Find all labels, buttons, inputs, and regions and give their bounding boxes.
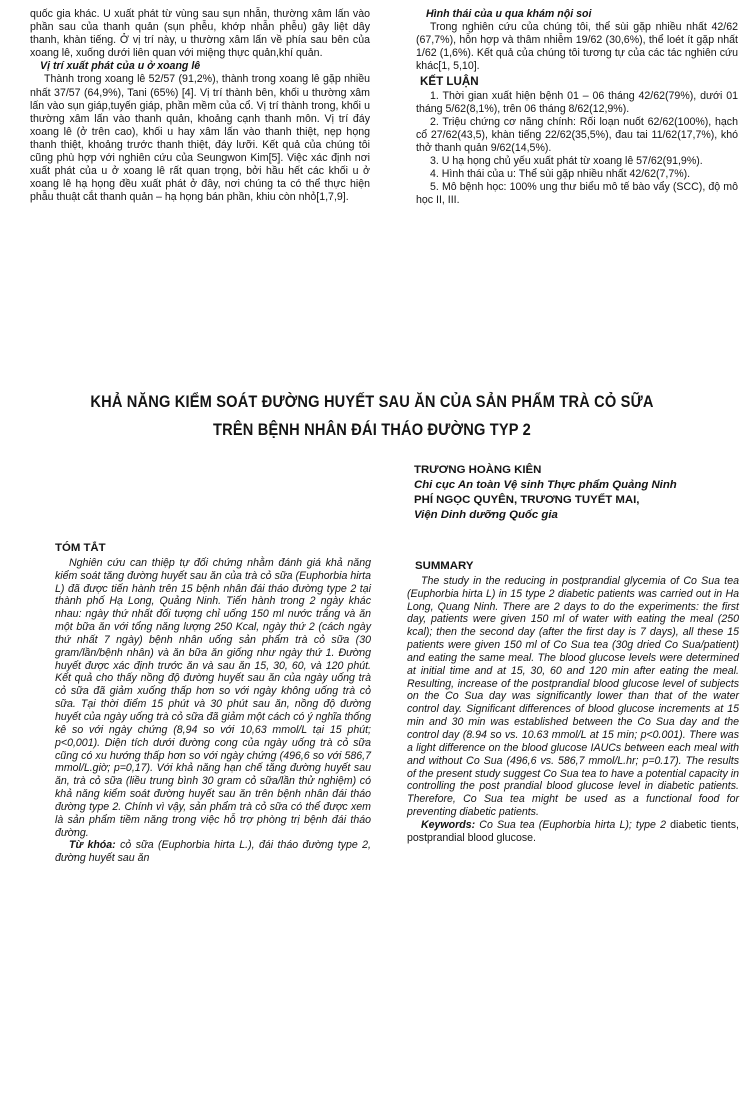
conclusion-item: 5. Mô bệnh học: 100% ung thư biểu mô tế bào vẩy (SCC), độ mô học II, III. <box>416 181 738 207</box>
keywords-line <box>407 819 739 845</box>
author-name: TRƯƠNG HOÀNG KIÊN <box>414 464 542 476</box>
subsection-heading: Hình thái của u qua khám nội soi <box>426 8 592 20</box>
subsection-heading: Vị trí xuất phát của u ở xoang lê <box>40 60 201 73</box>
article-title-line-2: TRÊN BỆNH NHÂN ĐÁI THÁO ĐƯỜNG TYP 2 <box>213 420 531 439</box>
abstract-vietnamese <box>55 542 371 865</box>
keywords-text: Co Sua tea (Euphorbia hirta L); type 2 <box>479 818 666 831</box>
keywords-label: Từ khóa: <box>69 839 116 852</box>
author-block <box>414 463 742 523</box>
left-column-continuation <box>30 8 370 204</box>
keywords-line <box>55 839 371 865</box>
conclusion-heading: KẾT LUẬN <box>420 75 479 89</box>
conclusion-item: 3. U hạ họng chủ yếu xuất phát từ xoang lê 57/62(91,9%). <box>430 155 703 168</box>
abstract-english <box>407 560 739 845</box>
keywords-text: cỏ sữa (Euphorbia hirta L.), đái tháo đường type 2, đường huyết sau ăn <box>55 839 371 865</box>
abstract-heading: SUMMARY <box>415 560 474 572</box>
abstract-heading: TÓM TẮT <box>55 542 106 554</box>
author-affiliation: Chi cục An toàn Vệ sinh Thực phẩm Quảng Ninh <box>414 479 677 491</box>
right-column-continuation <box>416 8 738 207</box>
author-name: PHÍ NGỌC QUYÊN, TRƯƠNG TUYẾT MAI, <box>414 494 640 506</box>
paragraph: Trong nghiên cứu của chúng tôi, thể sùi gặp nhiều nhất 42/62 (67,7%), hỗn hợp và thâm nhiễm 19/62 (30,6%), thể loét ít gặp nhất 1/62 (1,6%). Kết quả của chúng tôi tương tự của các tác nghiên cứu khác[1, 5,10]. <box>416 21 738 73</box>
article-title-line-1: KHẢ NĂNG KIỂM SOÁT ĐƯỜNG HUYẾT SAU ĂN CỦA SẢN PHẨM TRÀ CỎ SỮA <box>90 392 654 411</box>
abstract-body: The study in the reducing in postprandial glycemia of Co Sua tea (Euphorbia hirta L) in 15 type 2 diabetic patients was carried out in Ha Long, Quang Ninh. There are 2 days to do the experiments: the first day, patients were given 150 ml of water with eating the meal (250 kcal); then the second day (after the first day is 7 days), all these 15 patients were given 150 ml of Co Sua tea (30g dried Co Sua/patient) and eating the same meal. The blood glucose levels were determined at initial time and at 15, 30, 60 and 120 min after eating the meal. Resulting, increase of the postprandial blood glucose level of subjects on the Co Sua day was significantly lower than that of the water control day. Significant differences of blood glucose increments at 15 min and 30 min was established between the Co Sua day and the control day (8.94 so vs. 10.63 mmol/L at 15 min; p<0.001). There was a light difference on the blood glucose IAUCs between each meal with and without Co Sua (496,6 vs. 586,7 mmol/L.hr; p=0.17). The results of the present study suggest Co Sua tea to have a potential capacity in controlling the post prandial blood glucose level in diabetic patients. Therefore, Co Sua tea might be used as a functional food for preventing diabetic patients. <box>407 574 739 819</box>
conclusion-item: 4. Hình thái của u: Thể sùi gặp nhiều nhất 42/62(7,7%). <box>430 168 691 181</box>
conclusion-item: 1. Thời gian xuất hiện bệnh 01 – 06 tháng 42/62(79%), dưới 01 tháng 5/62(8,1%), trên 06 tháng 8/62(12,9%). <box>416 89 738 115</box>
author-affiliation: Viện Dinh dưỡng Quốc gia <box>414 509 558 521</box>
keywords-label: Keywords: <box>421 818 476 831</box>
paragraph: Thành trong xoang lê 52/57 (91,2%), thành trong xoang lê gặp nhiều nhất 37/57 (64,9%), Tani (65%) [4]. Vị trí thành bên, khối u thường xâm lấn vào sụn giáp,tuyến giáp, phần mềm của cổ. Vị trí thành trong, khối u thường xâm lấn vào thanh quản, khoảng cạnh thanh môn. Vị trí đáy xoang lê (ở trên cao), khối u hay xâm lấn vào thanh thiệt, nẹp họng thanh thiệt, khoảng trước thanh thiệt, đáy lưỡi. Kết quả của chúng tôi cũng phù hợp với nghiên cứu của Seungwon Kim[5]. Việc xác định nơi xuất phát của u ở xoang lê rất quan trọng, bởi hầu hết các khối u ở xoang lê hạ họng đều xuất phát ở đây, nơi chúng ta có thể thực hiện phẫu thuật cắt thanh quản – hạ họng bán phần, khiu còn nhỏ[1,7,9]. <box>30 73 370 204</box>
paragraph: quốc gia khác. U xuất phát từ vùng sau sụn nhẫn, thường xâm lấn vào phần sau của thanh quản (sụn phễu, khớp nhẫn phễu) gây liệt dây thanh, khàn tiếng. Ở vị trí này, u thường xâm lấn về phía sau bên của xoang lê, xuống dưới liên quan với miệng thực quản,khí quản. <box>30 8 370 60</box>
conclusion-item: 2. Triệu chứng cơ năng chính: Rối loạn nuốt 62/62(100%), hạch cổ 27/62(43,5), khàn tiếng 22/62(35,5%), đau tai 11/62(17,7%), khó thở thanh quản 9/62(14,5%). <box>416 115 738 154</box>
keywords-tail: diabetic tients, postprandial blood glucose. <box>407 818 739 844</box>
abstract-body: Nghiên cứu can thiệp tự đối chứng nhằm đánh giá khả năng kiểm soát tăng đường huyết sau ăn của trà cỏ sữa (Euphorbia hirta L) đã được tiến hành trên 15 bệnh nhân đái tháo đường type 2 tại thành phố Hạ Long, Quảng Ninh. Tiến hành trong 2 ngày khác nhau: ngày thứ nhất đối tượng chỉ uống 150 ml nước trắng và ăn một bữa ăn với tổng năng lượng 250 Kcal, ngày thứ 2 (cách ngày thứ nhất 7 ngày) bệnh nhân uống sản phẩm trà cỏ sữa (30 gram/lần/bệnh nhân) và ăn bữa ăn giống như ngày thứ 1. Đường huyết được xác định trước ăn và sau ăn 15, 30, 60, và 120 phút. Kết quả cho thấy nồng độ đường huyết sau ăn của ngày uống trà cỏ sữa đã giảm xuống thấp hơn so với ngày không uống trà cỏ sữa. Tại thời điểm 15 phút và 30 phút sau ăn, nồng độ đường huyết của ngày uống trà cỏ sữa đã giảm một cách có ý nghĩa thống kê so với ngày chứng (8,94 so với 10,63 mmol/L tại 15 phút; p<0,001). Diện tích dưới đường cong của ngày uống trà cỏ sữa cũng có xu hướng thấp hơn so với ngày chứng (496,6 so với 586,7 mmol/L.giờ; p=0,17). Với khả năng hạn chế tăng đường huyết sau ăn, trà cỏ sữa (liều trung bình 30 gram cỏ sữa/lần thử nghiệm) có khả năng kiểm soát đường huyết sau ăn trên bệnh nhân đái tháo đường type 2. Chính vì vậy, sản phẩm trà cỏ sữa có thể được xem là sản phẩm tiềm năng trong việc hỗ trợ phòng trị bệnh đái tháo đường. <box>55 556 371 839</box>
